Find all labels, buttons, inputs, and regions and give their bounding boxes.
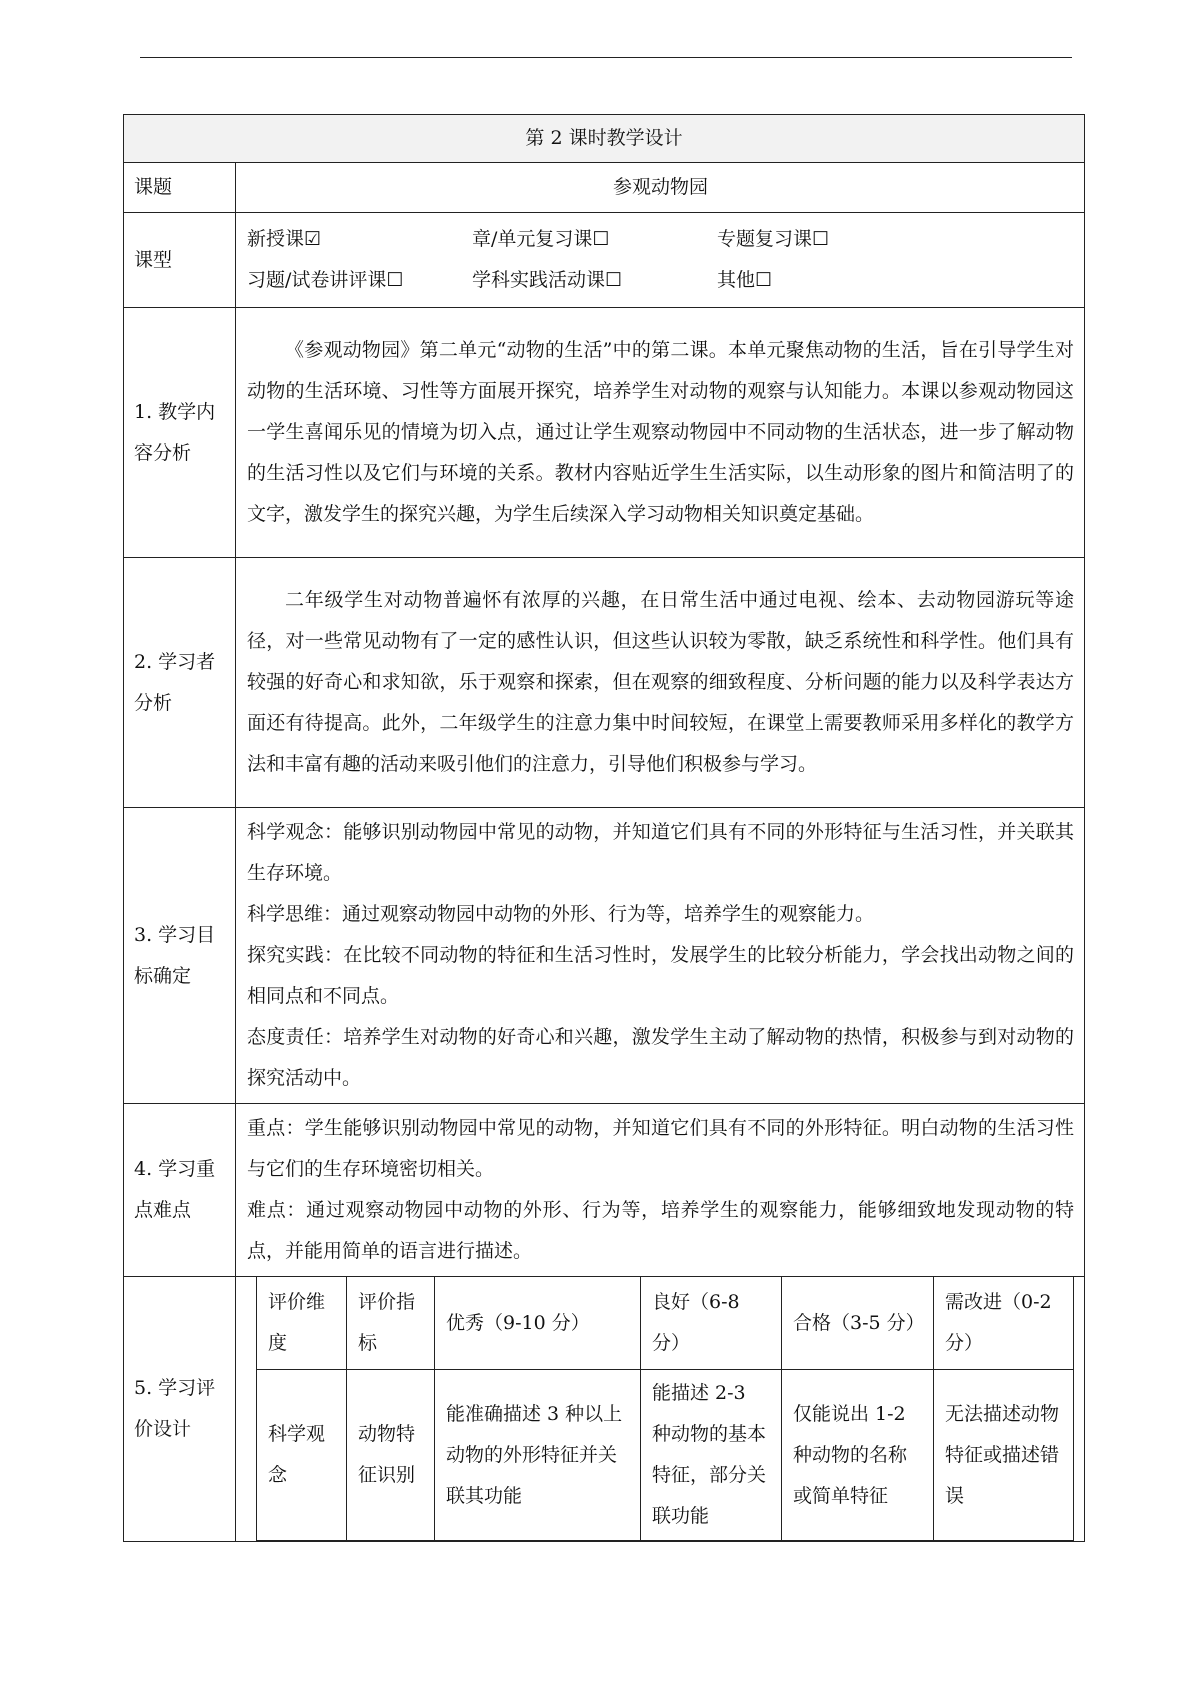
- lesson-type-row: [124, 213, 1085, 308]
- key-points-text: [236, 1104, 1085, 1277]
- page-header-rule: [140, 57, 1072, 58]
- table-row: [257, 1370, 1074, 1541]
- header-needs-improvement: 需改进（0-2 分）: [934, 1277, 1074, 1370]
- lesson-type-label: 课型: [124, 213, 236, 308]
- lesson-type-topic-review-checkbox[interactable]: 专题复习课☐: [717, 228, 830, 250]
- learner-analysis-text: [236, 558, 1085, 808]
- paragraph: 《参观动物园》第二单元“动物的生活”中的第二课。本单元聚焦动物的生活，旨在引导学生对动物的生活环境、习性等方面展开探究，培养学生对动物的观察与认知能力。本课以参观动物园这一学生喜闻乐见的情境为切入点，通过让学生观察动物园中不同动物的生活状态，进一步了解动物的生活习性以及它们与环境的关系。教材内容贴近学生生活实际，以生动形象的图片和简洁明了的文字，激发学生的探究兴趣，为学生后续深入学习动物相关知识奠定基础。: [247, 339, 1075, 525]
- lesson-type-practice-checkbox[interactable]: 学科实践活动课☐: [472, 269, 623, 291]
- lesson-type-options: [236, 213, 1085, 308]
- table-title-row: [124, 115, 1085, 163]
- learning-goals-text: [236, 808, 1085, 1104]
- paragraph: 难点：通过观察动物园中动物的外形、行为等，培养学生的观察能力，能够细致地发现动物的特点，并能用简单的语言进行描述。: [247, 1199, 1075, 1262]
- header-excellent: 优秀（9-10 分）: [435, 1277, 641, 1370]
- header-indicator: 评价指标: [347, 1277, 435, 1370]
- learning-goals-row: [124, 808, 1085, 1104]
- lesson-type-other-checkbox[interactable]: 其他☐: [717, 269, 773, 291]
- content-analysis-label: 1. 教学内 容分析: [124, 308, 236, 558]
- lesson-design-table: [123, 114, 1085, 1542]
- cell-good: 能描述 2-3 种动物的基本特征，部分关联功能: [641, 1370, 782, 1541]
- lesson-type-new-checkbox[interactable]: 新授课☑: [247, 228, 322, 250]
- paragraph: 科学思维：通过观察动物园中动物的外形、行为等，培养学生的观察能力。: [247, 903, 875, 925]
- header-pass: 合格（3-5 分）: [782, 1277, 934, 1370]
- paragraph: 态度责任：培养学生对动物的好奇心和兴趣，激发学生主动了解动物的热情，积极参与到对动物的探究活动中。: [247, 1026, 1075, 1089]
- content-analysis-row: [124, 308, 1085, 558]
- evaluation-header-row: [257, 1277, 1074, 1370]
- cell-excellent: 能准确描述 3 种以上动物的外形特征并关联其功能: [435, 1370, 641, 1541]
- content-analysis-text: [236, 308, 1085, 558]
- header-good: 良好（6-8 分）: [641, 1277, 782, 1370]
- cell-needs-improvement: 无法描述动物特征或描述错误: [934, 1370, 1074, 1541]
- evaluation-cell: [236, 1277, 1085, 1542]
- key-points-label: 4. 学习重 点难点: [124, 1104, 236, 1277]
- learning-goals-label: 3. 学习目 标确定: [124, 808, 236, 1104]
- evaluation-row: [124, 1277, 1085, 1542]
- paragraph: 二年级学生对动物普遍怀有浓厚的兴趣，在日常生活中通过电视、绘本、去动物园游玩等途径，对一些常见动物有了一定的感性认识，但这些认识较为零散，缺乏系统性和科学性。他们具有较强的好奇心和求知欲，乐于观察和探索，但在观察的细致程度、分析问题的能力以及科学表达方面还有待提高。此外，二年级学生的注意力集中时间较短，在课堂上需要教师采用多样化的教学方法和丰富有趣的活动来吸引他们的注意力，引导他们积极参与学习。: [247, 589, 1075, 775]
- cell-dimension: 科学观念: [257, 1370, 347, 1541]
- learner-analysis-label: 2. 学习者 分析: [124, 558, 236, 808]
- evaluation-label: 5. 学习评 价设计: [124, 1277, 236, 1542]
- cell-indicator: 动物特征识别: [347, 1370, 435, 1541]
- topic-value: 参观动物园: [236, 163, 1085, 213]
- paragraph: 科学观念：能够识别动物园中常见的动物，并知道它们具有不同的外形特征与生活习性，并关联其生存环境。: [247, 821, 1075, 884]
- header-dimension: 评价维度: [257, 1277, 347, 1370]
- learner-analysis-row: [124, 558, 1085, 808]
- paragraph: 探究实践：在比较不同动物的特征和生活习性时，发展学生的比较分析能力，学会找出动物之间的相同点和不同点。: [247, 944, 1075, 1007]
- table-title: 第 2 课时教学设计: [124, 115, 1085, 163]
- topic-row: [124, 163, 1085, 213]
- lesson-type-exercise-review-checkbox[interactable]: 习题/试卷讲评课☐: [247, 269, 404, 291]
- cell-pass: 仅能说出 1-2 种动物的名称或简单特征: [782, 1370, 934, 1541]
- key-points-row: [124, 1104, 1085, 1277]
- paragraph: 重点：学生能够识别动物园中常见的动物，并知道它们具有不同的外形特征。明白动物的生活习性与它们的生存环境密切相关。: [247, 1117, 1075, 1180]
- lesson-type-unit-review-checkbox[interactable]: 章/单元复习课☐: [472, 228, 610, 250]
- topic-label: 课题: [124, 163, 236, 213]
- evaluation-table: [256, 1277, 1074, 1541]
